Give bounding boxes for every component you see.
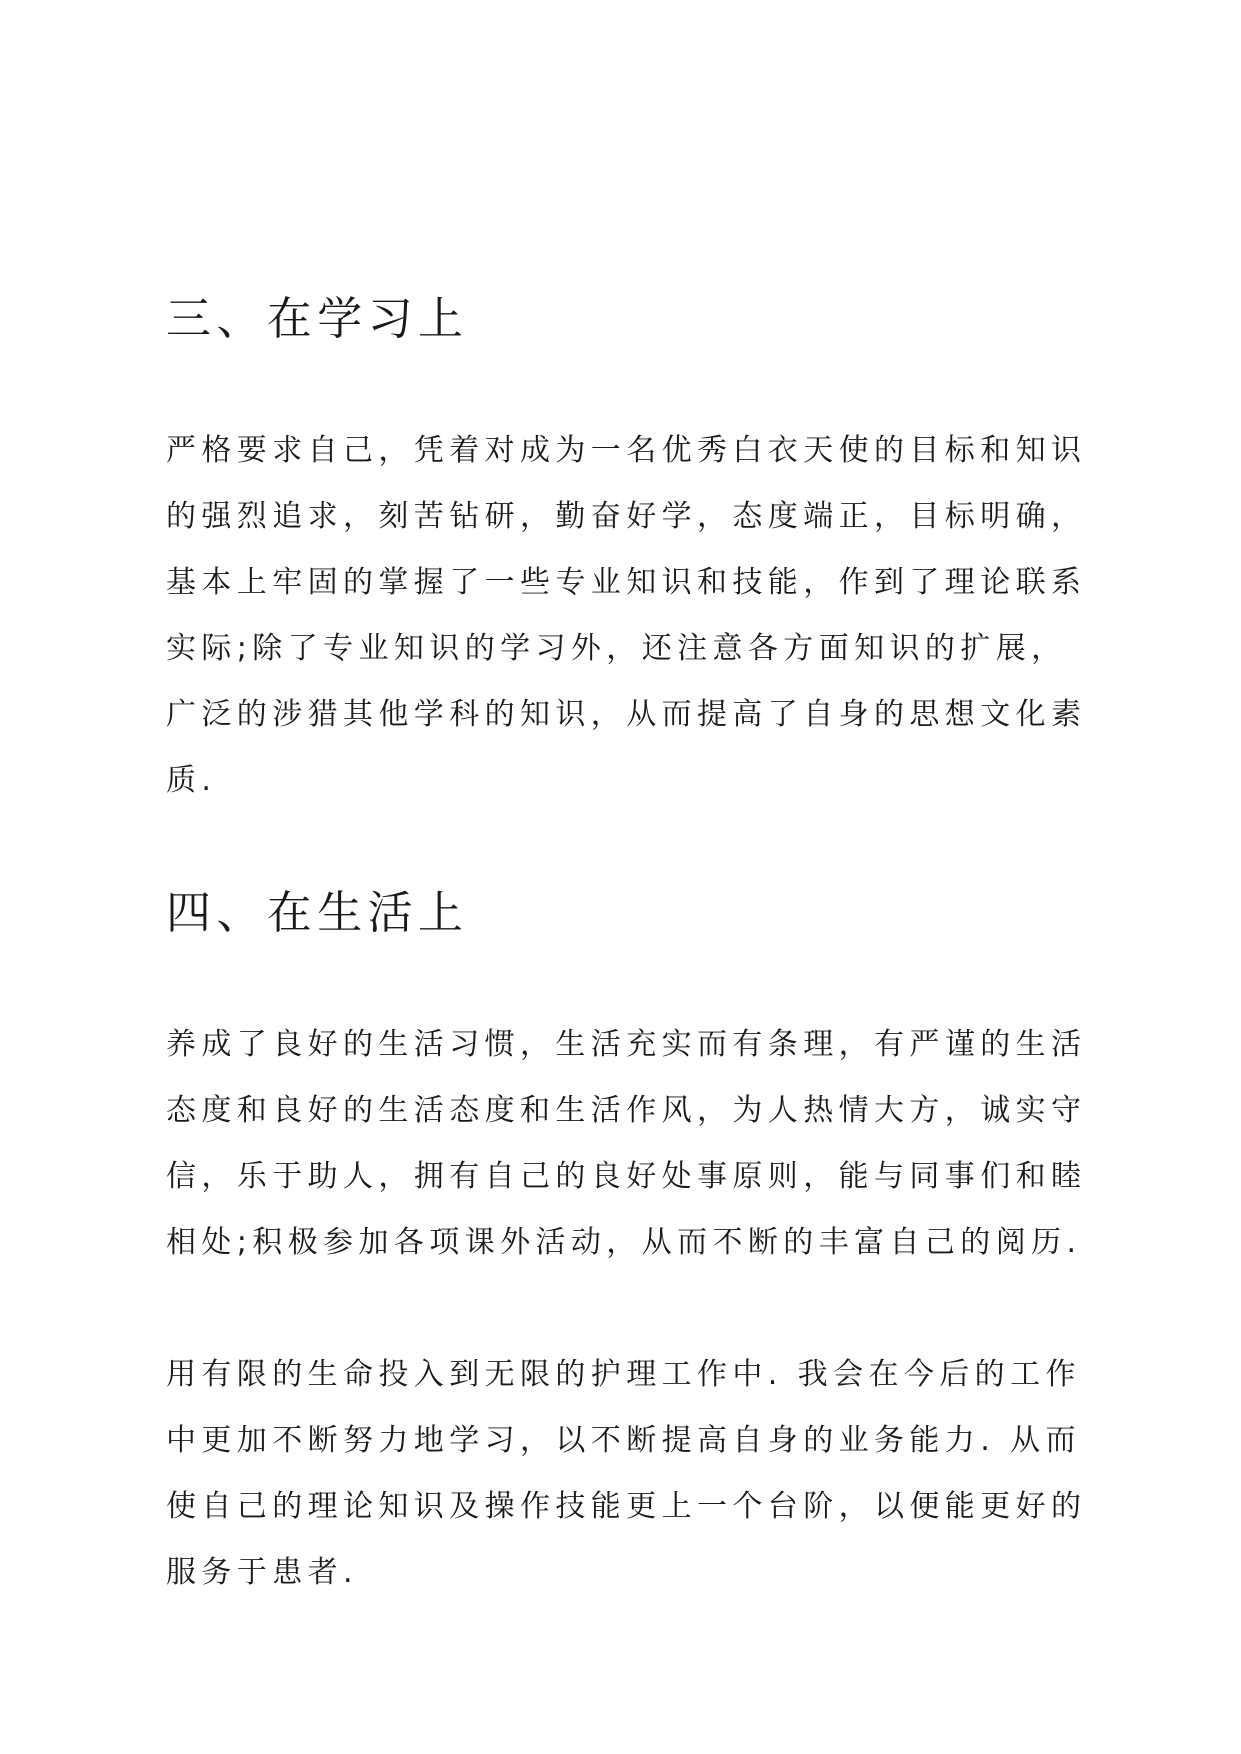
spacer xyxy=(166,946,1096,1012)
spacer xyxy=(166,1276,1096,1342)
paragraph-study: 严格要求自己，凭着对成为一名优秀白衣天使的目标和知识的强烈追求，刻苦钻研，勤奋好学，态度端正，目标明确，基本上牢固的掌握了一些专业知识和技能，作到了理论联系实际;除了专业知识的学习外，还注意各方面知识的扩展，广泛的涉猎其他学科的知识，从而提高了自身的思想文化素质. xyxy=(166,433,1087,798)
document-body xyxy=(166,286,1096,1606)
section-heading-life: 四、在生活上 xyxy=(166,886,469,939)
paragraph-life: 养成了良好的生活习惯，生活充实而有条理，有严谨的生活态度和良好的生活态度和生活作风，为人热情大方，诚实守信，乐于助人，拥有自己的良好处事原则，能与同事们和睦相处;积极参加各项课外活动，从而不断的丰富自己的阅历. xyxy=(166,1027,1087,1260)
spacer xyxy=(166,814,1096,880)
paragraph-closing: 用有限的生命投入到无限的护理工作中. 我会在今后的工作中更加不断努力地学习，以不断提高自身的业务能力. 从而使自己的理论知识及操作技能更上一个台阶，以便能更好的服务于患者. xyxy=(166,1357,1087,1590)
section-heading-study: 三、在学习上 xyxy=(166,292,469,345)
spacer xyxy=(166,352,1096,418)
